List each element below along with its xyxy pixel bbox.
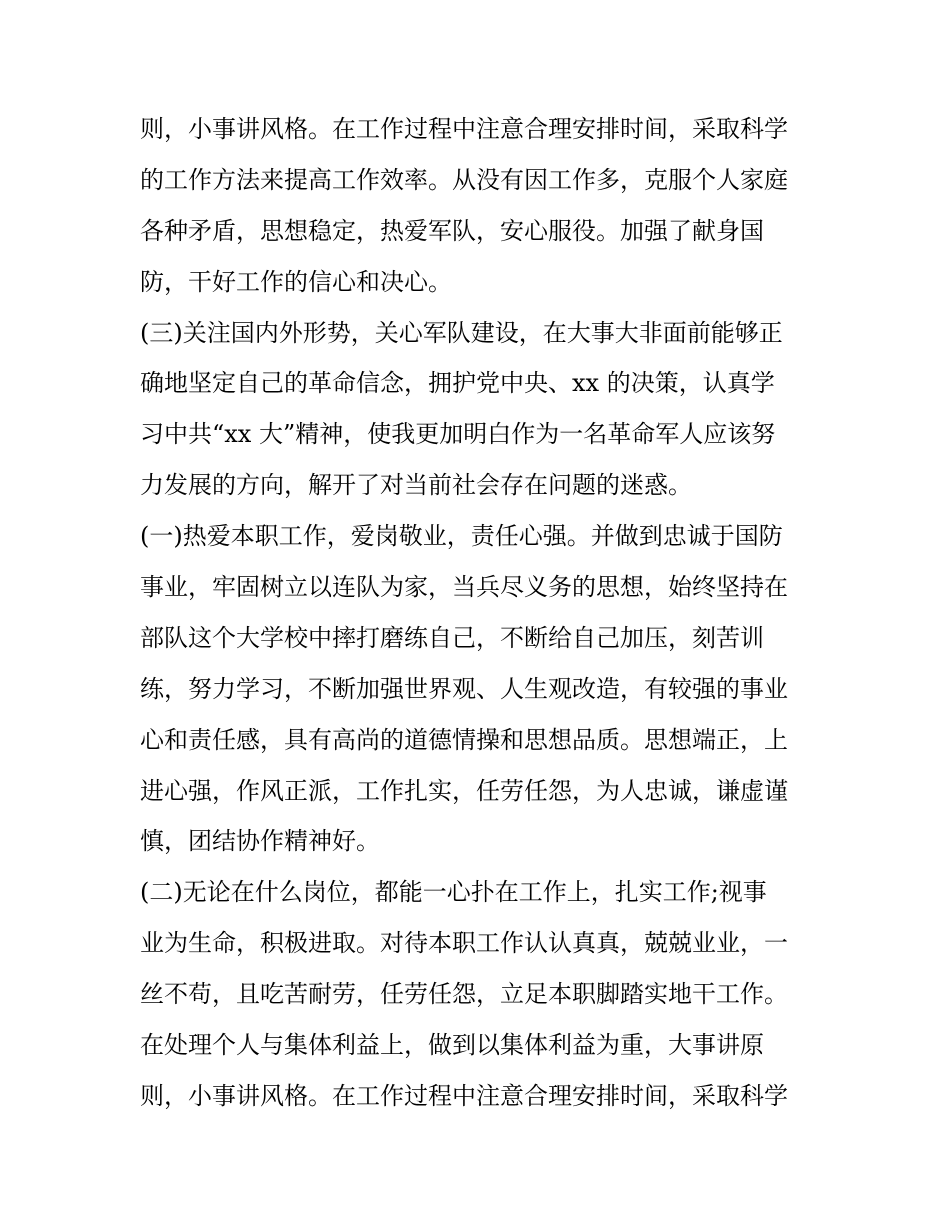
text-line: 进心强，作风正派，工作扎实，任劳任怨，为人忠诚，谦虚谨 bbox=[140, 776, 788, 805]
text-line: 则，小事讲风格。在工作过程中注意合理安排时间，采取科学 bbox=[140, 115, 788, 143]
text-line: 在处理个人与集体利益上，做到以集体利益为重，大事讲原 bbox=[140, 1031, 764, 1060]
paragraph-heading-line: (三)关注国内外形势，关心军队建设，在大事大非面前能够正 bbox=[140, 318, 783, 347]
text-line: 力发展的方向，解开了对当前社会存在问题的迷惑。 bbox=[140, 471, 692, 500]
text-line: 部队这个大学校中摔打磨练自己，不断给自己加压，刻苦训 bbox=[140, 623, 764, 652]
paragraph-heading-line: (二)无论在什么岗位，都能一心扑在工作上，扎实工作;视事 bbox=[140, 878, 767, 907]
paragraph-heading-line: (一)热爱本职工作，爱岗敬业，责任心强。并做到忠诚于国防 bbox=[140, 522, 783, 551]
text-line: 丝不苟，且吃苦耐劳，任劳任怨，立足本职脚踏实地干工作。 bbox=[140, 980, 788, 1009]
text-line: 慎，团结协作精神好。 bbox=[140, 827, 380, 856]
text-line: 习中共“xx 大”精神，使我更加明白作为一名革命军人应该努 bbox=[140, 420, 776, 449]
text-line: 的工作方法来提高工作效率。从没有因工作多，克服个人家庭 bbox=[140, 165, 788, 194]
text-line: 则，小事讲风格。在工作过程中注意合理安排时间，采取科学 bbox=[140, 1081, 788, 1110]
text-line: 业为生命，积极进取。对待本职工作认认真真，兢兢业业，一 bbox=[140, 929, 788, 958]
text-line: 防，干好工作的信心和决心。 bbox=[140, 267, 452, 296]
text-line: 心和责任感，具有高尚的道德情操和思想品质。思想端正，上 bbox=[140, 725, 788, 754]
text-line: 各种矛盾，思想稳定，热爱军队，安心服役。加强了献身国 bbox=[140, 216, 764, 245]
text-line: 事业，牢固树立以连队为家，当兵尽义务的思想，始终坚持在 bbox=[140, 573, 788, 602]
text-line: 练，努力学习，不断加强世界观、人生观改造，有较强的事业 bbox=[140, 674, 788, 703]
text-line: 确地坚定自己的革命信念，拥护党中央、xx 的决策，认真学 bbox=[140, 369, 775, 398]
body-text bbox=[140, 104, 830, 1122]
